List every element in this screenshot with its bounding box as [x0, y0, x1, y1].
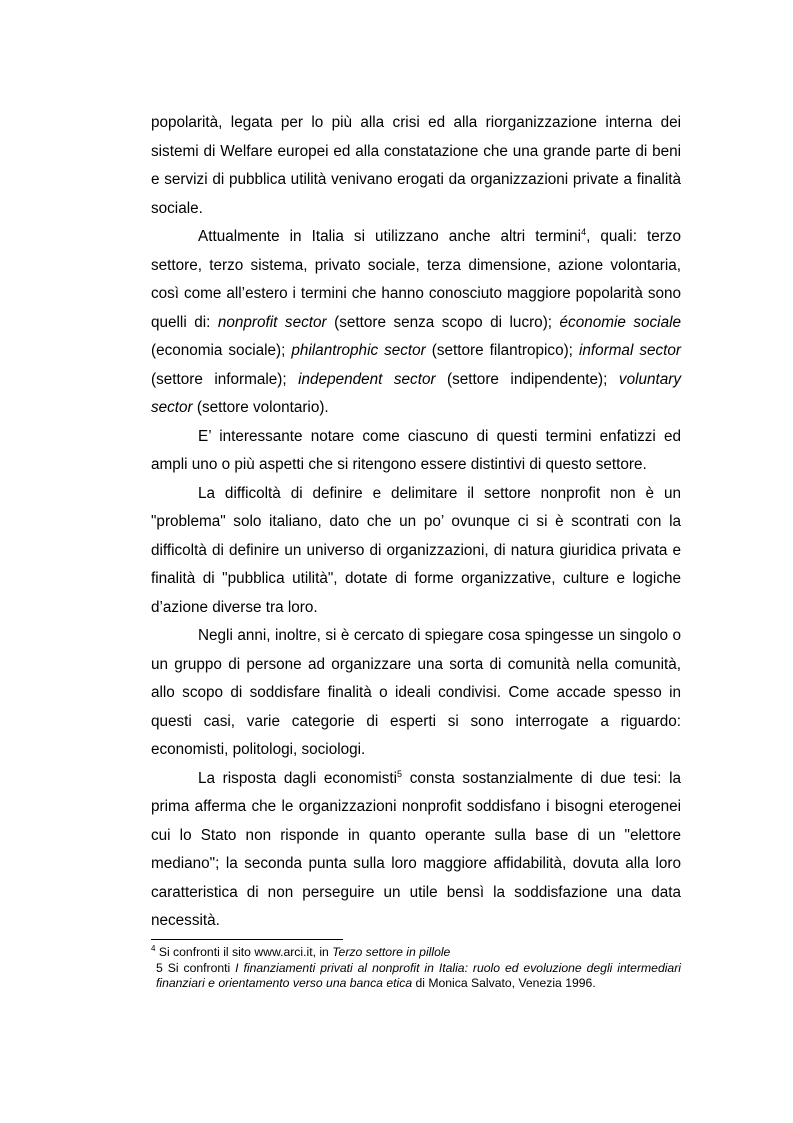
footnote-reference: 4: [581, 226, 587, 237]
italic-term: Terzo settore in pillole: [332, 945, 451, 959]
text-run: 5 Si confronti: [156, 960, 236, 975]
paragraph: [151, 423, 681, 480]
paragraph: [151, 622, 681, 765]
text-run: (settore volontario).: [192, 399, 329, 416]
text-run: (settore indipendente);: [435, 370, 619, 388]
text-run: popolarità, legata per lo più alla crisi ed alla riorganizzazione interna dei sistemi di Welfare europei ed alla constatazione che una grande parte di beni e servizi di pubblica utilità venivano erogati da organizzazioni private a finalità sociale.: [151, 114, 681, 217]
text-run: , quali: terzo settore, terzo sistema, privato sociale, terza dimensione, azione volontaria, così come all’estero i termini che hanno conosciuto maggiore popolarità sono quelli di:: [151, 228, 681, 331]
paragraph: [151, 223, 681, 423]
text-run: (settore senza scopo di lucro);: [326, 313, 560, 331]
italic-term: I finanziamenti privati al nonprofit in Italia: ruolo ed evoluzione degli intermediari finanziari e orientamento verso una banca etica: [156, 960, 681, 991]
italic-term: philantrophic sector: [291, 342, 426, 359]
text-run: Si confronti il sito www.arci.it, in: [155, 945, 333, 959]
paragraph: [151, 109, 681, 223]
text-run: Attualmente in Italia si utilizzano anche altri termini: [198, 228, 582, 245]
italic-term: voluntary sector: [151, 370, 681, 416]
text-run: E’ interessante notare come ciascuno di questi termini enfatizzi ed ampli uno o più aspetti che si ritengono essere distintivi di questo settore.: [151, 427, 681, 473]
footnote-reference: 5: [397, 768, 403, 779]
footnotes: [151, 945, 681, 992]
footnote: [151, 961, 681, 992]
italic-term: économie sociale: [559, 313, 681, 331]
paragraph: [151, 480, 681, 623]
text-run: La risposta dagli economisti: [198, 769, 398, 787]
italic-term: nonprofit sector: [217, 313, 327, 331]
footnote-reference: 4: [151, 943, 156, 953]
footnote: [151, 945, 681, 961]
text-run: (settore informale);: [151, 370, 299, 388]
text-run: Negli anni, inoltre, si è cercato di spiegare cosa spingesse un singolo o un gruppo di persone ad organizzare una sorta di comunità nella comunità, allo scopo di soddisfare finalità o ideali condivisi. Come accade spesso in questi casi, varie categorie di esperti si sono interrogate a riguardo: economisti, politologi, sociologi.: [151, 627, 681, 758]
text-run: (economia sociale);: [151, 342, 292, 359]
footnote-separator: [151, 939, 343, 940]
italic-term: independent sector: [298, 370, 436, 388]
paragraph: [151, 765, 681, 936]
text-run: di Monica Salvato, Venezia 1996.: [412, 976, 596, 991]
text-run: La difficoltà di definire e delimitare il settore nonprofit non è un "problema" solo italiano, dato che un po’ ovunque ci si è scontrati con la difficoltà di definire un universo di organizzazioni, di natura giuridica privata e finalità di "pubblica utilità", dotate di forme organizzative, culture e logiche d’azione diverse tra loro.: [151, 484, 681, 616]
italic-term: informal sector: [578, 342, 681, 359]
body-text: [151, 109, 681, 936]
text-run: consta sostanzialmente di due tesi: la prima afferma che le organizzazioni nonprofit soddisfano i bisogni eterogenei cui lo Stato non risponde in quanto operante sulla base di un "elettore mediano"; la seconda punta sulla loro maggiore affidabilità, dovuta alla loro caratteristica di non perseguire un utile bensì la soddisfazione una data necessità.: [151, 769, 682, 929]
text-run: (settore filantropico);: [425, 342, 579, 359]
